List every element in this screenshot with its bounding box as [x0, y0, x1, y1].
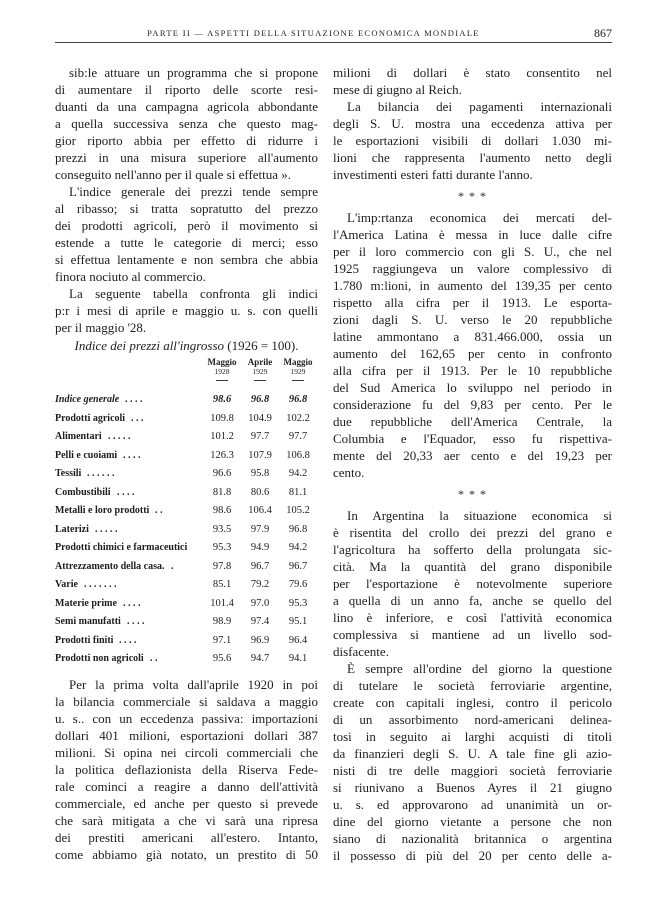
text-line: la politica deflazionista della Riserva Fede-	[55, 762, 318, 777]
text-line: di un assorbimento nord-americani delinea-	[333, 712, 612, 727]
cell-value: 97.1	[212, 634, 232, 646]
text-line: le esportazioni visibili di dollari 1.030 mi-	[333, 133, 612, 148]
cell-value: 96.7	[250, 560, 270, 572]
cell-value: 109.8	[210, 412, 234, 424]
text-line: finora nociuto al commercio.	[55, 269, 206, 284]
leader-dots: . . . . .	[108, 431, 131, 442]
paragraph	[333, 98, 612, 183]
row-label: Pelli e cuoiami	[55, 449, 118, 461]
table-title-base: (1926 = 100).	[227, 338, 299, 353]
cell-value: 106.4	[248, 505, 272, 516]
text-line: a quella di un anno fa, anche se quello del	[333, 593, 612, 608]
cell-value: 85.1	[212, 579, 232, 590]
text-line: commerciale, ed anche per questo si prevede	[55, 796, 318, 811]
table-row	[55, 466, 318, 482]
cell-value: 95.8	[250, 468, 270, 479]
row-label: Alimentari	[55, 431, 102, 442]
cell-value: 98.6	[212, 394, 232, 405]
text-line: di tutelare le società ferroviarie argentine,	[333, 678, 612, 693]
row-label: Metalli e loro prodotti	[55, 505, 150, 516]
text-line: estende a tutte le categorie di merci; esso	[55, 235, 318, 250]
table-row	[55, 503, 318, 519]
text-line: investimenti esteri fatti durante l'anno.	[333, 167, 533, 182]
text-line: conseguito nell'anno per il quale si effettua ».	[55, 167, 292, 182]
table-row	[55, 633, 318, 649]
cell-value: 95.6	[212, 653, 232, 664]
column-header	[203, 358, 241, 381]
leader-dots: . .	[155, 505, 163, 516]
running-header	[55, 28, 612, 40]
text-line: mese di giugno al Reich.	[333, 82, 462, 97]
section-separator: * * *	[458, 487, 487, 501]
leader-dots: . . . .	[127, 616, 145, 627]
column-header	[241, 358, 279, 381]
row-label: Semi manufatti	[55, 616, 121, 627]
text-line: dei prestiti americani all'estero. Intanto,	[55, 830, 318, 845]
text-line: l'America Latina è messa in luce dalle cifre	[333, 227, 612, 242]
cell-value: 98.6	[212, 505, 232, 516]
section-separator: * * *	[458, 189, 487, 203]
text-line: 1.780 m:lioni, in aumento del 139,35 per cento	[333, 278, 612, 293]
leader-dots: . .	[150, 653, 158, 664]
cell-value: 96.9	[250, 634, 270, 646]
text-line: È sempre all'ordine del giorno la questione	[347, 661, 612, 676]
cell-value: 107.9	[248, 449, 272, 461]
text-line: L'indice generale dei prezzi tende sempre	[69, 184, 318, 199]
leader-dots: . . . .	[123, 597, 141, 609]
cell-value: 101.2	[210, 431, 234, 442]
table-row	[55, 522, 318, 538]
paragraph	[333, 507, 612, 660]
leader-dots: . . . .	[119, 634, 137, 646]
left-column-top	[55, 64, 318, 336]
paragraph	[333, 64, 612, 98]
table-row	[55, 485, 318, 501]
text-line: milioni di dollari è stato consentito nel	[333, 65, 612, 80]
text-line: tosi in seguito ai larghi acquisti di titoli	[333, 729, 612, 744]
table-title-text: Indice dei prezzi all'ingrosso	[74, 338, 224, 353]
text-line: si effettua lentamente e non sembra che abbia	[55, 252, 318, 267]
text-line: milioni. Si opina nei circoli commerciali che	[55, 745, 318, 760]
column-dash	[292, 380, 304, 381]
cell-value: 97.0	[250, 597, 270, 609]
cell-value: 95.3	[212, 542, 232, 553]
column-month: Maggio	[283, 357, 313, 367]
cell-value: 94.7	[250, 653, 270, 664]
column-month: Maggio	[207, 357, 237, 367]
cell-value: 105.2	[286, 505, 310, 516]
text-line: considerazione fu del 9,83 per cento. Per le	[333, 397, 612, 412]
cell-value: 79.6	[288, 579, 308, 590]
text-line: da finanzieri degli S. U. A tale fine gli azio-	[333, 746, 612, 761]
table-row	[55, 559, 318, 575]
text-line: lino è inferiore, e così l'attività economica	[333, 610, 612, 625]
cell-value: 96.6	[212, 468, 232, 479]
leader-dots: . . . . . . .	[84, 579, 117, 590]
paragraph	[333, 660, 612, 864]
cell-value: 126.3	[210, 449, 234, 461]
leader-dots: .	[171, 560, 174, 572]
text-line: del Sud America lo sviluppo nel periodo in	[333, 380, 612, 395]
text-line: 1925 raggiungeva un valore complessivo di	[333, 261, 612, 276]
table-row	[55, 411, 318, 427]
paragraph	[333, 209, 612, 481]
leader-dots: . . . .	[123, 449, 141, 461]
text-line: La seguente tabella confronta gli indici	[69, 286, 318, 301]
page-number: 867	[594, 26, 612, 40]
text-line: due repubbliche dell'America Centrale, la	[333, 414, 612, 429]
row-label: Tessili	[55, 468, 82, 479]
text-line: disfacente.	[333, 644, 389, 659]
text-line: dollari 401 milioni, esportazioni dollari 387	[55, 728, 318, 743]
text-line: duanti da una campagna agricola abbondante	[55, 99, 318, 114]
text-line: Columbia e l'Equador, esso fu rispettiva-	[333, 431, 612, 446]
cell-value: 101.4	[210, 597, 234, 609]
text-line: per l'esportazione è notevolmente superiore	[333, 576, 612, 591]
row-label: Varie	[55, 579, 78, 590]
cell-value: 96.4	[288, 634, 308, 646]
text-line: di aumentare il riporto delle scorte resi-	[55, 82, 318, 97]
row-label: Materie prime	[55, 597, 117, 609]
text-line: rispetto alla cifra per il 1913. Le esporta-	[333, 295, 612, 310]
text-line: Per la prima volta dall'aprile 1920 in poi	[69, 677, 318, 692]
cell-value: 81.8	[212, 486, 232, 498]
text-line: l'agricoltura ha sofferto della prolungata sic-	[333, 542, 612, 557]
row-label: Indice generale	[55, 394, 120, 405]
cell-value: 96.8	[288, 523, 308, 535]
cell-value: 94.1	[288, 653, 308, 664]
column-month: Aprile	[247, 357, 273, 367]
text-line: come abbiamo già notato, un prestito di 50	[55, 847, 318, 862]
cell-value: 95.3	[288, 597, 308, 609]
text-line: siano di nazionalità britannica o argentina	[333, 831, 612, 846]
text-line: dine del giorno vietante a persone che non	[333, 814, 612, 829]
cell-value: 96.8	[250, 394, 270, 405]
running-header-title: PARTE II — ASPETTI DELLA SITUAZIONE ECONOMICA MONDIALE	[147, 28, 480, 38]
cell-value: 97.7	[288, 431, 308, 442]
cell-value: 94.2	[288, 542, 308, 553]
leader-dots: . . . .	[117, 486, 135, 498]
table-row	[55, 614, 318, 630]
cell-value: 80.6	[250, 486, 270, 498]
table-row	[55, 596, 318, 612]
cell-value: 96.7	[288, 560, 308, 572]
table-row	[55, 540, 318, 556]
text-line: si riunivano a Buenos Ayres il 21 giugno	[333, 780, 612, 795]
text-line: è risentita del crollo dei prezzi del grano e	[333, 525, 612, 540]
row-label: Prodotti non agricoli	[55, 653, 144, 664]
left-column-bottom	[55, 676, 318, 863]
text-line: sib:le attuare un programma che si propone	[69, 65, 318, 80]
row-label: Prodotti chimici e farmaceutici	[55, 542, 188, 553]
cell-value: 94.9	[250, 542, 270, 553]
row-label: Attrezzamento della casa.	[55, 560, 165, 572]
right-column	[333, 64, 612, 864]
leader-dots: . . .	[131, 412, 144, 424]
text-line: gior riporto abbia per effetto di ridurre i	[55, 133, 318, 148]
cell-value: 79.2	[250, 579, 270, 590]
cell-value: 95.1	[288, 616, 308, 627]
text-line: L'imp:rtanza economica dei mercati del-	[347, 210, 612, 225]
text-line: In Argentina la situazione economica si	[347, 508, 612, 523]
column-dash	[216, 380, 228, 381]
cell-value: 97.9	[250, 523, 270, 535]
leader-dots: . . . . . .	[87, 468, 115, 479]
text-line: lioni che rappresenta l'aumento netto degli	[333, 150, 612, 165]
table-row	[55, 429, 318, 445]
cell-value: 106.8	[286, 449, 310, 461]
column-header	[279, 358, 317, 381]
column-year: 1929	[252, 367, 268, 376]
text-line: al ribasso; si tratta sopratutto del prezzo	[55, 201, 318, 216]
paragraph	[55, 676, 318, 863]
leader-dots: . . . .	[125, 394, 143, 405]
text-line: per il maggio '28.	[55, 320, 147, 335]
text-line: la bilancia commerciale si saldava a maggio	[55, 694, 318, 709]
text-line: u. s.. con un eccedenza passiva: importazioni	[55, 711, 318, 726]
text-line: prezzi in una misura superiore all'aumento	[55, 150, 318, 165]
table-row	[55, 577, 318, 593]
paragraph	[55, 183, 318, 285]
text-line: aumento del 162,65 per cento in confronto	[333, 346, 612, 361]
text-line: create con capitali inglesi, contro il pericolo	[333, 695, 612, 710]
cell-value: 97.4	[250, 616, 270, 627]
text-line: per il loro commercio con gli S. U., che nel	[333, 244, 612, 259]
paragraph	[55, 64, 318, 183]
row-label: Prodotti finiti	[55, 634, 114, 646]
cell-value: 94.2	[288, 468, 308, 479]
text-line: zioni dagli S. U. verso le 20 repubbliche	[333, 312, 612, 327]
cell-value: 93.5	[212, 523, 232, 535]
cell-value: 104.9	[248, 412, 272, 424]
cell-value: 97.8	[212, 560, 232, 572]
text-line: a quella successiva senza che questo mag-	[55, 116, 318, 131]
table-row	[55, 651, 318, 667]
text-line: dei prodotti agricoli, però il movimento si	[55, 218, 318, 233]
leader-dots: . . . . .	[95, 523, 118, 535]
cell-value: 81.1	[288, 486, 308, 498]
row-label: Combustibili	[55, 486, 111, 498]
header-rule	[55, 42, 612, 43]
text-line: u. s. ed approvarono ad unanimità un or-	[333, 797, 612, 812]
text-line: il possesso di più del 20 per cento delle a-	[333, 848, 612, 863]
cell-value: 96.8	[288, 394, 308, 405]
text-line: rale cominci a reagire a danno dell'attività	[55, 779, 318, 794]
text-line: La bilancia dei pagamenti internazionali	[347, 99, 612, 114]
row-label: Laterizi	[55, 523, 89, 535]
text-line: cità. Ma la quantità del grano disponibile	[333, 559, 612, 574]
text-line: degli S. U. mostra una eccedenza attiva per	[333, 116, 612, 131]
cell-value: 97.7	[250, 431, 270, 442]
table-title	[55, 338, 318, 354]
text-line: p:r i mesi di aprile e maggio u. s. con quelli	[55, 303, 318, 318]
text-line: mente del 20,33 aer cento e del 19,23 per	[333, 448, 612, 463]
row-label: Prodotti agricoli	[55, 412, 126, 424]
column-year: 1928	[214, 367, 230, 376]
text-line: nisti di tre delle maggiori società ferroviarie	[333, 763, 612, 778]
text-line: complessiva si mantiene ad un livello sod-	[333, 627, 612, 642]
cell-value: 102.2	[286, 412, 310, 424]
column-dash	[254, 380, 266, 381]
paragraph	[55, 285, 318, 336]
text-line: cento.	[333, 465, 365, 480]
cell-value: 98.9	[212, 616, 232, 627]
text-line: alla cifra per il 1913. Per le 10 repubbliche	[333, 363, 612, 378]
table-row	[55, 448, 318, 464]
text-line: che sarà mitigata a che vi sarà una ripresa	[55, 813, 318, 828]
table-row	[55, 392, 318, 408]
text-line: latine ammontano a 831.466.000, ossia un	[333, 329, 612, 344]
column-year: 1929	[290, 367, 306, 376]
